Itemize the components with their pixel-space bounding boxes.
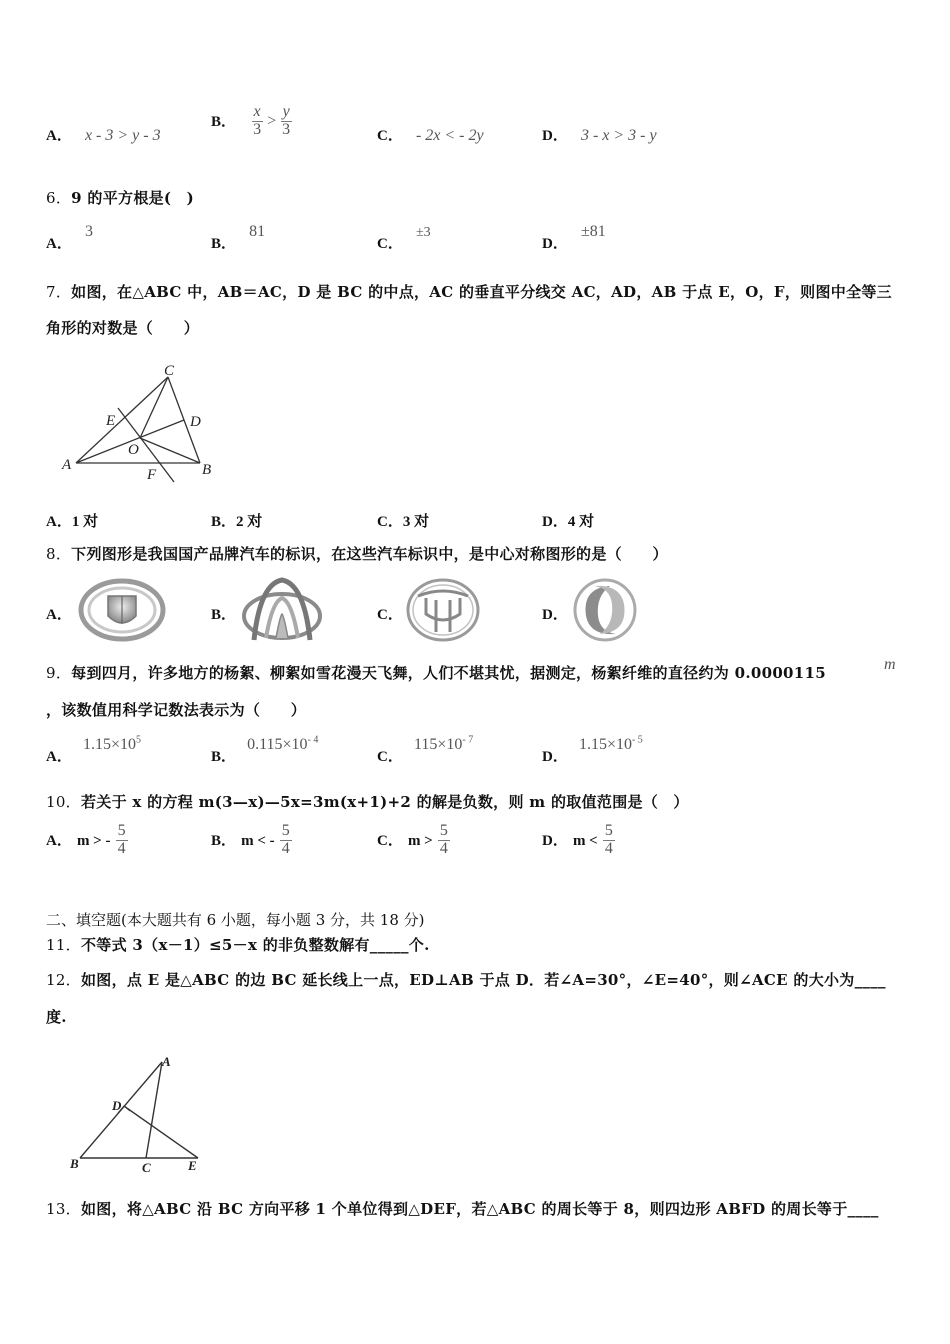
option-value: 4 对: [567, 514, 595, 530]
option-label: A．: [46, 128, 72, 144]
q7-triangle-figure: [58, 360, 228, 490]
label-b: B: [70, 1156, 79, 1171]
q9-option-d[interactable]: [542, 733, 643, 765]
q8-option-b-label[interactable]: B．: [211, 607, 237, 623]
option-prefix: m < -: [241, 832, 275, 849]
q12-triangle-figure: [66, 1052, 216, 1176]
question-number: 10．: [46, 793, 81, 811]
q7-option-b[interactable]: [211, 510, 262, 531]
q5-option-c[interactable]: [377, 124, 484, 145]
label-a: A: [162, 1054, 171, 1069]
q5-option-b[interactable]: [211, 104, 292, 139]
q6-option-a[interactable]: [46, 220, 93, 252]
label-c: C: [142, 1160, 151, 1175]
fraction-5-over-4: $\frac{5}{4}$: [439, 822, 448, 857]
option-value: 1 对: [71, 514, 99, 530]
q6-option-c[interactable]: [377, 220, 431, 252]
q5-option-a[interactable]: [46, 124, 161, 145]
question-6: [46, 187, 194, 208]
q10-option-d[interactable]: [542, 823, 615, 858]
option-label: A．: [46, 832, 72, 849]
section-2-title: 二、填空题(本大题共有 6 小题，每小题 3 分，共 18 分): [46, 911, 425, 929]
question-12-line-2: 度.: [46, 1008, 67, 1026]
q10-option-b[interactable]: [211, 823, 292, 858]
question-text: 如图，点 E 是△ABC 的边 BC 延长线上一点，ED⊥AB 于点 D．若∠A=30°，∠E=40°，则∠ACE 的大小为____: [81, 971, 886, 989]
q7-option-c[interactable]: [377, 510, 429, 531]
q8-option-d-label[interactable]: D．: [542, 607, 568, 623]
question-7-line-2: 角形的对数是（ ）: [46, 319, 200, 337]
question-12-line-1: [46, 969, 886, 990]
question-number: 7．: [46, 283, 72, 301]
option-value: $115\times 10^{- 7}$: [413, 734, 474, 753]
q7-option-d[interactable]: [542, 510, 594, 531]
label-e: E: [106, 413, 116, 429]
option-label: C．: [377, 749, 403, 765]
option-label: B．: [211, 236, 237, 252]
q7-option-a[interactable]: [46, 510, 98, 531]
option-label: C．: [377, 832, 403, 849]
question-number: 11．: [46, 936, 81, 954]
car-logo-d-icon: [572, 576, 638, 644]
question-number: 12．: [46, 971, 81, 989]
car-logo-a-icon: [78, 578, 166, 642]
option-value: 3 对: [402, 514, 430, 530]
option-expression: 3 - x > 3 - y: [580, 127, 657, 144]
q9-unit: m: [884, 656, 896, 673]
label-o: O: [128, 442, 139, 458]
option-expression: x - 3 > y - 3: [84, 127, 161, 144]
question-number: 6．: [46, 189, 72, 207]
option-value: $1.15\times 10^5$: [82, 734, 141, 753]
option-label: B．: [211, 749, 237, 765]
option-label: D．: [542, 749, 568, 765]
q8-option-c-label[interactable]: C．: [377, 607, 403, 623]
option-label: B．: [211, 113, 237, 130]
segment-ac: [76, 377, 168, 463]
option-label: A．: [46, 514, 72, 530]
label-f: F: [147, 467, 157, 483]
question-11: [46, 934, 430, 955]
option-label: A．: [46, 236, 72, 252]
q9-option-c[interactable]: [377, 733, 474, 765]
q6-option-d[interactable]: [542, 220, 606, 252]
option-prefix: m >: [407, 832, 433, 849]
option-label: C．: [377, 128, 403, 144]
question-text: 9 的平方根是( ): [71, 189, 195, 207]
option-value: ±3: [415, 225, 431, 240]
option-expression: $\frac{x}{3}$ > $\frac{y}{3}$: [253, 103, 291, 138]
option-prefix: m > -: [76, 832, 111, 849]
segment-co: [140, 377, 168, 438]
option-label: D．: [542, 128, 568, 144]
option-value: ±81: [580, 223, 606, 240]
label-b: B: [202, 462, 212, 478]
q9-option-b[interactable]: [211, 733, 319, 765]
option-label: C．: [377, 514, 403, 530]
option-value: $1.15\times 10^{- 5}$: [578, 734, 643, 753]
segment-ed: [124, 1106, 198, 1158]
option-label: C．: [377, 236, 403, 252]
question-text: 若关于 x 的方程 m(3—x)—5x=3m(x+1)+2 的解是负数，则 m 的取值范围是（ ）: [81, 793, 689, 811]
question-9-line-2: ，该数值用科学记数法表示为（ ）: [46, 701, 307, 719]
question-13: [46, 1198, 879, 1219]
fraction-5-over-4: $\frac{5}{4}$: [281, 822, 290, 857]
car-logo-b-icon: [240, 574, 324, 644]
option-label: D．: [542, 236, 568, 252]
question-text: 每到四月，许多地方的杨絮、柳絮如雪花漫天飞舞，人们不堪其忧，据测定，杨絮纤维的直径约为 0.0000115: [71, 664, 827, 682]
option-label: D．: [542, 832, 568, 849]
option-label: B．: [211, 832, 237, 849]
label-e: E: [188, 1158, 197, 1173]
question-8: [46, 543, 668, 564]
fraction-5-over-4: $\frac{5}{4}$: [117, 822, 126, 857]
label-a: A: [62, 457, 72, 473]
option-label: A．: [46, 749, 72, 765]
fraction-x-over-3: $\frac{x}{3}$: [253, 103, 262, 138]
question-number: 9．: [46, 664, 72, 682]
option-value: $0.115\times 10^{- 4}$: [247, 734, 319, 753]
segment-ac: [146, 1062, 162, 1158]
label-d: D: [112, 1098, 122, 1113]
q10-option-c[interactable]: [377, 823, 450, 858]
q8-option-a-label[interactable]: A．: [46, 607, 72, 623]
car-logo-c-icon: [404, 576, 482, 644]
question-text: 下列图形是我国国产品牌汽车的标识，在这些汽车标识中，是中心对称图形的是（ ）: [71, 545, 668, 563]
label-d: D: [190, 414, 201, 430]
perpendicular-bisector: [118, 408, 174, 482]
option-value: 2 对: [236, 514, 263, 530]
q10-option-a[interactable]: [46, 823, 128, 858]
option-label: D．: [542, 514, 568, 530]
q6-option-b[interactable]: [211, 220, 266, 252]
question-7-line-1: [46, 281, 892, 302]
question-number: 8．: [46, 545, 72, 563]
option-expression: - 2x < - 2y: [415, 127, 484, 144]
q5-option-d[interactable]: [542, 124, 657, 145]
option-value: 81: [249, 223, 266, 240]
option-value: 3: [84, 223, 93, 240]
question-9-line-1: [46, 662, 826, 683]
question-text: 如图，将△ABC 沿 BC 方向平移 1 个单位得到△DEF，若△ABC 的周长等于 8，则四边形 ABFD 的周长等于____: [81, 1200, 879, 1218]
option-prefix: m <: [572, 832, 598, 849]
question-text: 如图，在△ABC 中，AB＝AC，D 是 BC 的中点，AC 的垂直平分线交 AC，AD，AB 于点 E，O，F，则图中全等三: [71, 283, 892, 301]
fraction-y-over-3: $\frac{y}{3}$: [282, 103, 291, 138]
question-number: 13．: [46, 1200, 81, 1218]
question-text: 不等式 3（x－1）≤5－x 的非负整数解有_____个.: [81, 936, 430, 954]
option-label: B．: [211, 514, 237, 530]
segment-bo: [140, 438, 200, 463]
label-c: C: [164, 363, 175, 379]
q9-option-a[interactable]: [46, 733, 141, 765]
question-10: [46, 791, 689, 812]
fraction-5-over-4: $\frac{5}{4}$: [604, 822, 613, 857]
